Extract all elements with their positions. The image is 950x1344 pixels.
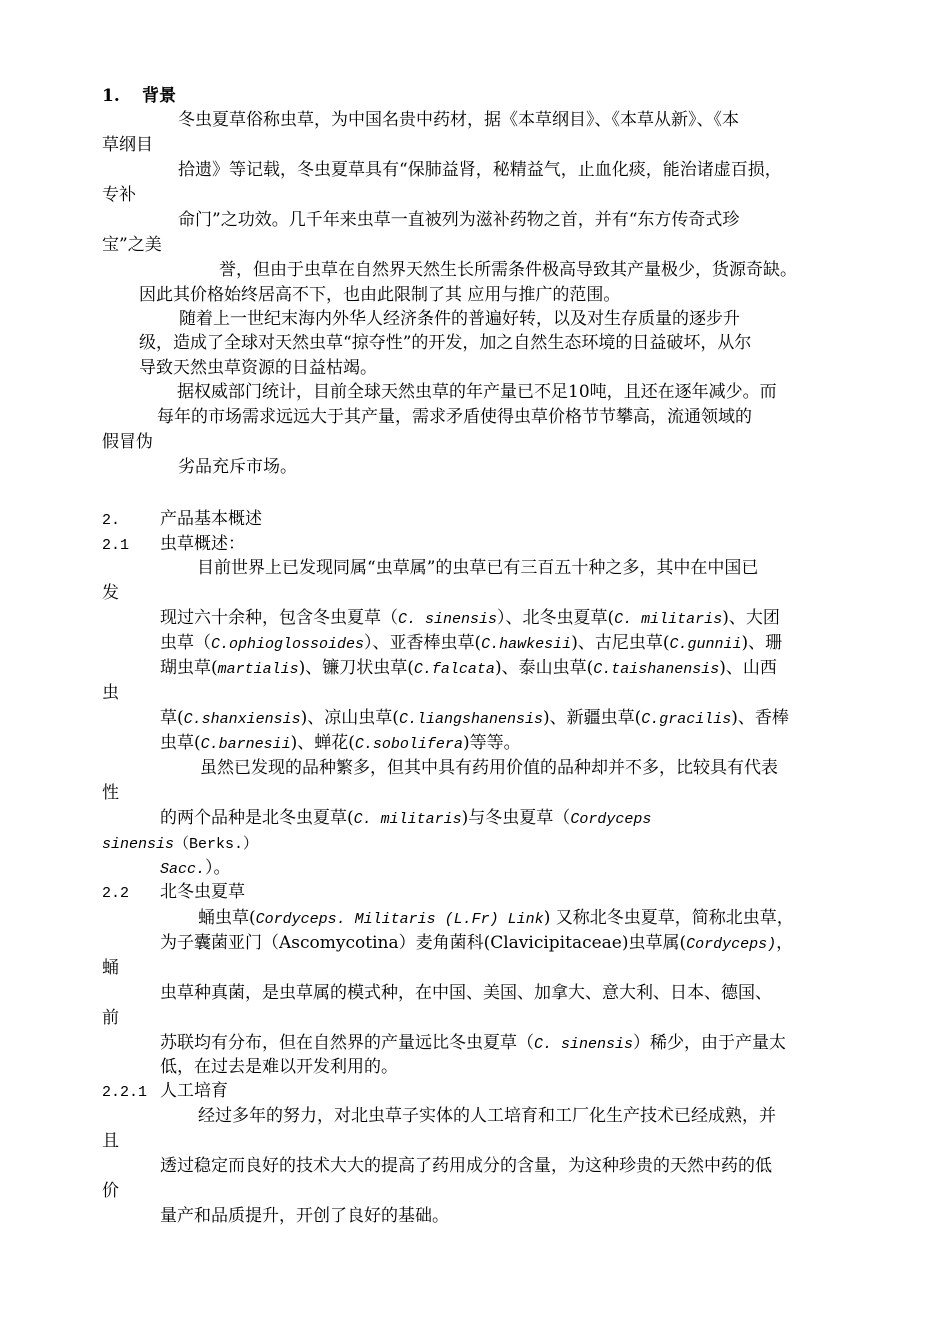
- text-run: 为子囊菌亚门（Ascomycotina）麦角菌科(Clavicipitaceae)虫草属(: [160, 933, 687, 953]
- text-run: ）。: [205, 858, 231, 878]
- paragraph-line: 且: [102, 1131, 119, 1151]
- paragraph-line: 冬虫夏草俗称虫草，为中国名贵中药材，据《本草纲目》、《本草从新》、《本: [178, 110, 739, 130]
- text-run: )、古尼虫草(: [571, 633, 670, 653]
- text-run: )、珊: [741, 633, 783, 653]
- paragraph-line: 宝”之美: [102, 235, 162, 255]
- text-run: ）稀少，由于产量太: [633, 1033, 787, 1053]
- species-name: C.barnesii: [200, 736, 291, 753]
- paragraph-line: 专补: [102, 185, 136, 205]
- subsection-2-1-heading: [102, 532, 245, 558]
- species-name: C.sobolifera: [354, 736, 463, 753]
- paragraph-line: 导致天然虫草资源的日益枯竭。: [139, 358, 377, 378]
- paragraph-line: [160, 731, 521, 757]
- paragraph-line: 拾遗》等记载，冬虫夏草具有“保肺益肾，秘精益气，止血化痰，能治诸虚百损，: [178, 160, 782, 180]
- section-2-heading: [102, 507, 262, 533]
- species-name: C.gunnii: [669, 636, 742, 653]
- text-run: 虫草（: [160, 633, 211, 653]
- paragraph-line: 透过稳定而良好的技术大大的提高了药用成分的含量，为这种珍贵的天然中药的低: [160, 1156, 772, 1176]
- paragraph-line: 每年的市场需求远远大于其产量，需求矛盾使得虫草价格节节攀高，流通领域的: [157, 407, 752, 427]
- species-name: C.liangshanensis: [398, 711, 543, 728]
- paragraph-line: 草纲目: [102, 135, 153, 155]
- subsection-title: 北冬虫夏草: [160, 882, 245, 902]
- text-run: 瑚虫草(: [160, 658, 218, 678]
- section-1-heading: [102, 84, 176, 108]
- paragraph-line: [160, 931, 793, 957]
- paragraph-line: 级，造成了全球对天然虫草“掠夺性”的开发，加之自然生态环境的日益破坏，从尔: [139, 333, 752, 353]
- section-number: 2.: [102, 512, 121, 529]
- species-name: C.falcata: [413, 661, 495, 678]
- text-run: 现过六十余种，包含冬虫夏草（: [160, 608, 398, 628]
- subsection-number: 2.2.1: [102, 1084, 148, 1101]
- paragraph-line: [160, 656, 777, 682]
- species-name: C. militaris: [353, 811, 462, 828]
- text-run: ) 又称北冬虫夏草，简称北虫草，: [543, 908, 794, 928]
- subsection-number: 2.2: [102, 885, 130, 902]
- text-run: 虫草(: [160, 733, 201, 753]
- paragraph-line: [160, 806, 651, 832]
- paragraph-line: 量产和品质提升，开创了良好的基础。: [160, 1206, 449, 1226]
- text-run: )、香棒: [731, 708, 789, 728]
- species-name: C. sinensis: [534, 1036, 634, 1053]
- text-run: 苏联均有分布，但在自然界的产量远比冬虫夏草（: [160, 1033, 534, 1053]
- species-name: C.gracilis: [641, 711, 732, 728]
- text-run: )、山西: [719, 658, 777, 678]
- text-run: )、大团: [722, 608, 780, 628]
- subsection-2-2-heading: [102, 880, 245, 906]
- text-run: 的两个品种是北冬虫夏草(: [160, 808, 354, 828]
- text-run: ，: [776, 933, 794, 953]
- paragraph-line: 虫草种真菌，是虫草属的模式种，在中国、美国、加拿大、意大利、日本、德国、: [160, 983, 772, 1003]
- paragraph-line: 虽然已发现的品种繁多，但其中具有药用价值的品种却并不多，比较具有代表: [200, 758, 778, 778]
- species-name: sinensis: [102, 836, 175, 853]
- species-name: martialis: [217, 661, 299, 678]
- paragraph-line: 假冒伪: [102, 432, 153, 452]
- paragraph-line: 誉，但由于虫草在自然界天然生长所需条件极高导致其产量极少，货源奇缺。: [219, 260, 797, 280]
- species-name: Cordyceps. Militaris (L.Fr) Link: [255, 911, 544, 928]
- paragraph-line: 价: [102, 1181, 119, 1201]
- text-run: ）、亚香棒虫草(: [364, 633, 482, 653]
- paragraph-line: [160, 631, 782, 657]
- text-run: )与冬虫夏草（: [461, 808, 571, 828]
- subsection-2-2-1-heading: [102, 1079, 228, 1105]
- text-run: 草(: [160, 708, 184, 728]
- paragraph-line: [160, 856, 231, 882]
- section-title: 背景: [142, 86, 176, 106]
- species-name: Cordyceps): [686, 936, 777, 953]
- species-name: C.shanxiensis: [183, 711, 301, 728]
- species-name: Sacc.: [160, 861, 206, 878]
- text-run: )、新疆虫草(: [542, 708, 642, 728]
- paragraph-line: 发: [102, 583, 119, 603]
- paragraph-line: 命门”之功效。几千年来虫草一直被列为滋补药物之首，并有“东方传奇式珍: [178, 210, 740, 230]
- section-number: 1.: [102, 86, 120, 106]
- text-run: )、镰刀状虫草(: [298, 658, 414, 678]
- paragraph-line: 低，在过去是难以开发利用的。: [160, 1057, 398, 1077]
- paragraph-line: 据权威部门统计，目前全球天然虫草的年产量已不足10吨，且还在逐年减少。而: [177, 382, 777, 402]
- text-run: )等等。: [462, 733, 521, 753]
- species-name: C.hawkesii: [481, 636, 572, 653]
- paragraph-line: 经过多年的努力，对北虫草子实体的人工培育和工厂化生产技术已经成熟，并: [198, 1106, 776, 1126]
- paragraph-line: 性: [102, 783, 119, 803]
- paragraph-line: 劣品充斥市场。: [178, 457, 297, 477]
- text-run: 蛹虫草(: [198, 908, 256, 928]
- text-run: )、凉山虫草(: [300, 708, 399, 728]
- paragraph-line: [160, 706, 789, 732]
- paragraph-line: 蛹: [102, 958, 119, 978]
- subsection-title: 人工培育: [160, 1081, 228, 1101]
- paragraph-line: [198, 906, 794, 932]
- text-run: （Berks.）: [174, 836, 259, 853]
- paragraph-line: [160, 1031, 786, 1057]
- text-run: )、蝉花(: [290, 733, 355, 753]
- species-name: C.ophioglossoides: [211, 636, 365, 653]
- paragraph-line: [102, 831, 258, 857]
- paragraph-line: [160, 606, 780, 632]
- subsection-title: 虫草概述：: [160, 534, 245, 554]
- paragraph-line: 前: [102, 1008, 119, 1028]
- section-title: 产品基本概述: [160, 509, 262, 529]
- species-name: C. militaris: [614, 611, 723, 628]
- paragraph-line: 目前世界上已发现同属“虫草属”的虫草已有三百五十种之多，其中在中国已: [197, 558, 759, 578]
- text-run: )、泰山虫草(: [494, 658, 594, 678]
- paragraph-line: 随着上一世纪末海内外华人经济条件的普遍好转，以及对生存质量的逐步升: [179, 309, 740, 329]
- subsection-number: 2.1: [102, 537, 130, 554]
- paragraph-line: 虫: [102, 683, 119, 703]
- species-name: Cordyceps: [570, 811, 652, 828]
- text-run: ）、北冬虫夏草(: [497, 608, 615, 628]
- species-name: C.taishanensis: [593, 661, 720, 678]
- species-name: C. sinensis: [398, 611, 498, 628]
- paragraph-line: 因此其价格始终居高不下，也由此限制了其 应用与推广的范围。: [139, 285, 621, 305]
